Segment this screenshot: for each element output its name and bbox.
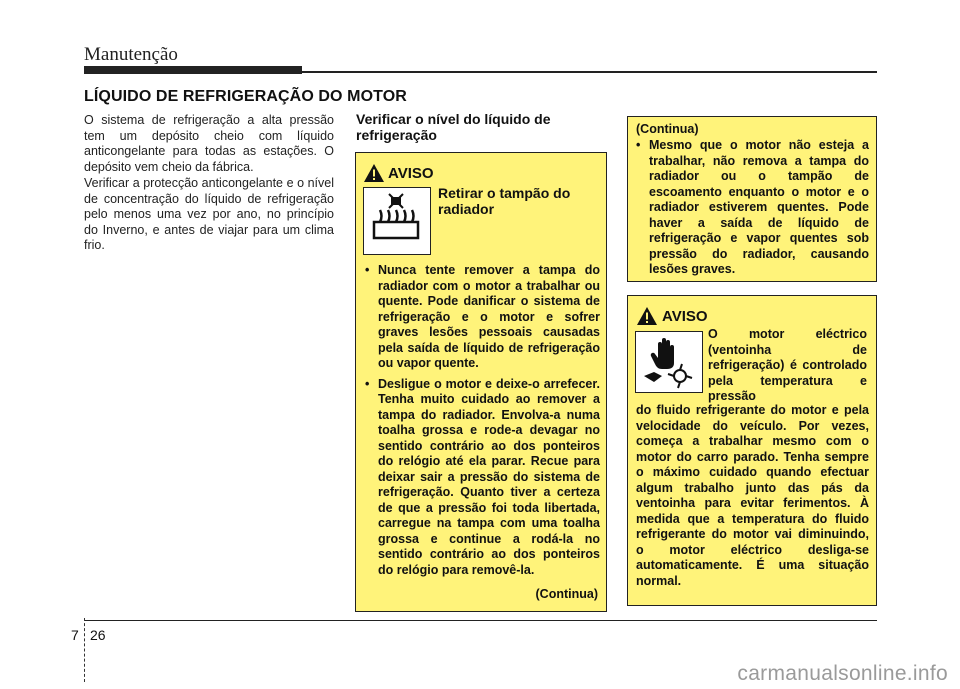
warning-triangle-icon bbox=[636, 306, 658, 326]
fan-warning-text: do fluido refrigerante do motor e pela velocidade do veículo. Por vezes, começa a trabalhar mesmo com o motor do carro parado. Tenha sempre o máximo cuidado quando efectuar algum trabalho junto das pás da ventoinha para evitar ferimentos. À medida que a temperatura do fluido refrigerante do motor vai diminuindo, o motor eléctrico desliga-se automaticamente. É uma situação normal. bbox=[636, 403, 869, 588]
fan-warning-side-text: O motor eléctrico (ventoinha de refrigeração) é controlado pela temperatura e pressão bbox=[708, 327, 867, 403]
continued-warning-box bbox=[627, 116, 877, 282]
footer-rule bbox=[84, 620, 877, 621]
header-rule bbox=[302, 71, 877, 73]
continued-bullet-1: • Mesmo que o motor não esteja a trabalhar, não remova a tampa do radiador ou o tampão de escoamento enquanto o motor e o radiador estiverem quentes. Pode haver a saída de líquido de refrigeração e vapor quentes sob pressão do radiador, causando lesões graves. bbox=[636, 138, 869, 278]
continua-label: (Continua) bbox=[535, 586, 598, 601]
warning-label: AVISO bbox=[662, 308, 708, 325]
chapter-title: Manutenção bbox=[84, 44, 178, 65]
page-number: 26 bbox=[90, 627, 106, 643]
check-paragraph: Verificar a protecção anticongelante e o nível de concentração do líquido de refrigeração pelo menos uma vez por ano, no princípio do Inverno, e antes de viajar para um clima frio. bbox=[84, 176, 334, 252]
continued-heading: (Continua) bbox=[636, 122, 699, 136]
subsection-title: Verificar o nível do líquido de refrigeração bbox=[356, 111, 551, 143]
warning-triangle-icon bbox=[363, 163, 385, 183]
header-bar bbox=[84, 66, 302, 74]
radiator-hot-icon bbox=[363, 187, 431, 255]
page-chapter-number: 7 bbox=[71, 627, 79, 643]
warning-bullet-1: • Nunca tente remover a tampa do radiador com o motor a trabalhar ou quente. Pode danificar o sistema de refrigeração e o motor e sofrer graves lesões pessoais causadas pela saída de líquido de refrigeração ou vapor quente. bbox=[365, 263, 600, 372]
section-title: LÍQUIDO DE REFRIGERAÇÃO DO MOTOR bbox=[84, 88, 407, 105]
intro-paragraph: O sistema de refrigeração a alta pressão tem um depósito cheio com líquido anticongelante para todas as estações. O depósito vem cheio da fábrica. bbox=[84, 113, 334, 174]
warning-label: AVISO bbox=[388, 165, 434, 182]
watermark: carmanualsonline.info bbox=[737, 662, 948, 685]
footer-divider bbox=[84, 618, 86, 682]
warning-box-radiator bbox=[355, 152, 607, 612]
warning-bullets bbox=[365, 263, 600, 583]
fan-warning-icon bbox=[635, 331, 703, 393]
stop-hand-icon bbox=[636, 332, 701, 391]
warning-title: Retirar o tampão do radiador bbox=[438, 185, 571, 217]
continued-bullets bbox=[636, 138, 869, 283]
warning-bullet-2: • Desligue o motor e deixe-o arrefecer. Tenha muito cuidado ao remover a tampa do radiador. Envolva-a numa toalha grossa e rode-a devagar no sentido contrário ao dos ponteiros do relógio até ela parar. Recue para deixar sair a pressão do sistema de refrigeração. Quanto tiver a certeza de que a pressão foi toda libertada, carregue na tampa com uma toalha grossa e continue a rodá-la no sentido contrário ao dos ponteiros do relógio para removê-la. bbox=[365, 377, 600, 579]
warning-box-fan bbox=[627, 295, 877, 606]
